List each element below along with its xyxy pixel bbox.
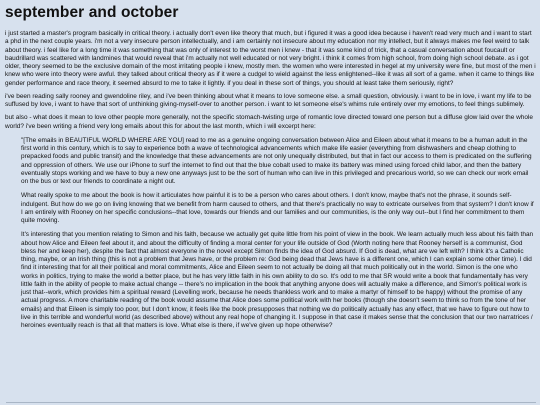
quote-paragraph-beautiful-world: "[The emails in BEAUTIFUL WORLD WHERE ARE YOU] read to me as a genuine ongoing conversation between Alice and Eileen about what it means to be a human adult in the first world in this century, which is to say to experience both a wave of technological advancements which make life easier (everything from dishwashers and cheap clothing to prepacked foods and public transit) and the knowledge that these advancements are not only unequally distributed, but that in fact our access to them is predicated on the suffering and oppression of others. We use our iPhone to surf the internet to find out that the blue cobalt used to make its battery was mined using forced child labor, and then the battery eventually stops working and we have to buy a new one anyways just to be the sort of human who can live in this privileged and precarious world, so we can check our work email on the bus or text our friends to coordinate a night out.	[21, 136, 532, 185]
post-divider	[6, 402, 536, 403]
paragraph-theory: i just started a master's program basically in critical theory. i actually don't even like theory that much, but i figured it was a good idea because i haven't read very much and i want to start a phd in the next couple years. i'm not a very insecure person intellectually, and i am certainly not insecure about my education nor my intellect, but it always makes me feel weird to talk about theory. i feel like for a long time it was something that was only of interest to the worst men i knew - that it was some kind of trick, that a casual conversation about foucault or baudrillard was scattered with landmines that would reveal that i'm actually not well educated or not very bright. i think it comes from high school, from doing high school debate. as i got older, theory seemed to be the exclusive domain of the most irritating people i knew, mostly men. the women who were interested in hegel at my university were fine, but most of the men i knew who were into theory were awful. they talked about critical theory as if it were a cudgel to wield against the less enlightened--like it was all sort of a game. when it came to things like gender performance and race theory, it seemed absurd to me to take it lightly. if you deal in these sort of things, you should at least take them seriously, right?	[5, 30, 536, 87]
quote-paragraph-caring: What really spoke to me about the book is how it articulates how painful it is to be a person who cares about others. I don't know, maybe that's not the phrase, it sounds self-indulgent. But how do we go on living knowing that we benefit from harm caused to others, and that there's practically no way to extricate ourselves from that system? I don't know if I am entirely with Rooney on her specific conclusions--that love, towards our friends and our families and our communities, is the only way out--but I find her commitment to them quite moving.	[21, 192, 534, 224]
paragraph-excerpt-intro: but also - what does it mean to love other people more generally, not the specific stomach-twisting urge of romantic love directed toward one person but a diffuse glow laid over the whole world? i've been writing a friend very long emails about this for about the last month, which i will excerpt here:	[5, 114, 533, 130]
post-title: september and october	[5, 4, 179, 21]
email-excerpt-quote	[21, 137, 536, 331]
paragraph-love: i've been reading sally rooney and gwendoline riley, and i've been thinking about what it means to love someone else. a small question, obviously. i want to be in love, i want my life to be suffused by love, i want to have that sort of unthinking giving-myself-over to another person. i want to let someone else's whims rule entirely over my emotions, to feel things sublimely.	[5, 92, 532, 108]
quote-paragraph-faith: It's interesting that you mention relating to Simon and his faith, because we actually get quite little from his point of view in the book. We learn actually much less about his faith than about how Alice and Eileen feel about it, and about the difficulty of finding a moral center for your life outside of God (Worth noting here that Rooney herself is a communist, God bless her and keep her), despite the fact that almost everyone in the novel except Simon finds the idea of God absurd. If God is dead, what are we left with? I think it's a Catholic thing, maybe, or an Irish thing (this is not a problem that Jews have, or the problem re: God being dead that Jews have is a different one, which I can explain some other time). I did find it interesting that for all their political and moral commitments, Alice and Eileen seem to not actually be doing all that much politically out in the world. Simon is the one who works in politics, trying to make the world a better place, but he has very little faith in his own ability to do so. It's odd to me that SR would write a book that fundamentally has very little faith in the ability of people to make actual change -- there's no implication in the book that anything anyone does will actually make a difference, and Simon's political work is just that--work, which provides him a spiritual reward (Levelling work, because he needs thankless work and to make a martyr of himself to be happy) without the promise of any actual progress. A more charitable reading of the book would assume that Alice does some political work with her books (though she doesn't seem to think so from the tone of her emails) and that Eileen is simply too poor, but I don't know, it feels like the book presupposes that nothing we do politically actually has any effect, that we have to figure out how to live in this terrible and wonderful world (as described above) without any real hope of changing it. I suppose in that case it makes sense that the conclusion that our two narratrices / heroines eventually reach is that all that matters is love. What else is there, if we've given up hope otherwise?	[21, 231, 534, 329]
